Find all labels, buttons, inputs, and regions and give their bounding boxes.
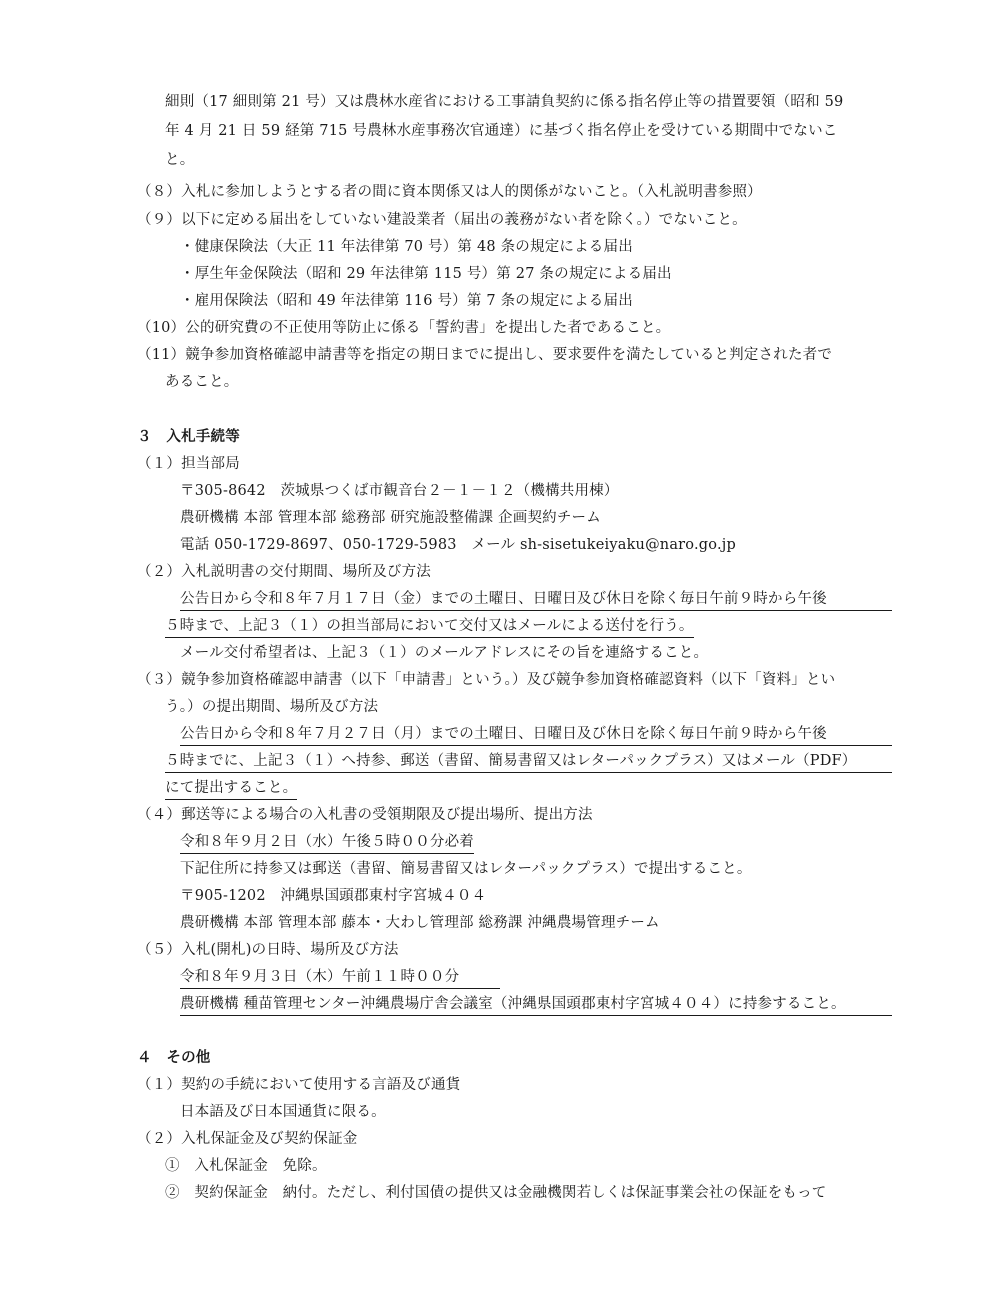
location-line: 農研機構 種苗管理センター沖縄農場庁舎会議室（沖縄県国頭郡東村字宮城４０４）に持参すること。 bbox=[180, 994, 892, 1016]
subsection-heading: （２）入札説明書の交付期間、場所及び方法 bbox=[137, 564, 431, 580]
department-line: 農研機構 本部 管理本部 藤本・大わし管理部 総務課 沖縄農場管理チーム bbox=[180, 915, 660, 931]
bullet-item: ・厚生年金保険法（昭和 29 年法律第 115 号）第 27 条の規定による届出 bbox=[180, 266, 672, 282]
subsection-heading: （１）担当部局 bbox=[137, 456, 240, 472]
list-item: （８）入札に参加しようとする者の間に資本関係又は人的関係がないこと。（入札説明書参照） bbox=[137, 184, 762, 200]
subsection-heading: （３）競争参加資格確認申請書（以下「申請書」という。）及び競争参加資格確認資料（以下「資料」とい bbox=[137, 672, 836, 688]
list-item: （９）以下に定める届出をしていない建設業者（届出の義務がない者を除く。）でないこと。 bbox=[137, 212, 747, 228]
paragraph-line: と。 bbox=[165, 152, 195, 168]
underlined-line: ５時までに、上記３（１）へ持参、郵送（書留、簡易書留又はレターパックプラス）又はメール（PDF） bbox=[165, 751, 892, 773]
list-item: （11）競争参加資格確認申請書等を指定の期日までに提出し、要求要件を満たしていると判定された者で bbox=[137, 347, 833, 363]
numbered-item: ② 契約保証金 納付。ただし、利付国債の提供又は金融機関若しくは保証事業会社の保証をもって bbox=[165, 1185, 827, 1201]
paragraph-line: 日本語及び日本国通貨に限る。 bbox=[180, 1104, 386, 1120]
subsection-heading: （１）契約の手続において使用する言語及び通貨 bbox=[137, 1077, 461, 1093]
underlined-line: にて提出すること。 bbox=[165, 778, 297, 800]
section-heading: ４ その他 bbox=[137, 1049, 211, 1066]
subsection-heading: （５）入札(開札)の日時、場所及び方法 bbox=[137, 942, 399, 958]
department-line: 農研機構 本部 管理本部 総務部 研究施設整備課 企画契約チーム bbox=[180, 510, 601, 526]
section-heading: ３ 入札手続等 bbox=[137, 428, 240, 445]
deadline-line: 令和８年９月２日（水）午後５時００分必着 bbox=[180, 832, 474, 854]
underlined-line: 公告日から令和８年７月２７日（月）までの土曜日、日曜日及び休日を除く毎日午前９時から午後 bbox=[180, 724, 892, 746]
paragraph-line: メール交付希望者は、上記３（１）のメールアドレスにその旨を連絡すること。 bbox=[180, 645, 709, 661]
contact-line: 電話 050-1729-8697、050-1729-5983 メール sh-sisetukeiyaku@naro.go.jp bbox=[180, 537, 736, 553]
subsection-heading-continuation: う。）の提出期間、場所及び方法 bbox=[165, 699, 379, 715]
list-item: （10）公的研究費の不正使用等防止に係る「誓約書」を提出した者であること。 bbox=[137, 320, 671, 336]
underlined-line: 公告日から令和８年７月１７日（金）までの土曜日、日曜日及び休日を除く毎日午前９時から午後 bbox=[180, 589, 892, 611]
numbered-item: ① 入札保証金 免除。 bbox=[165, 1158, 327, 1174]
paragraph-line: 下記住所に持参又は郵送（書留、簡易書留又はレターパックプラス）で提出すること。 bbox=[180, 861, 752, 877]
subsection-heading: （４）郵送等による場合の入札書の受領期限及び提出場所、提出方法 bbox=[137, 807, 593, 823]
list-item-continuation: あること。 bbox=[165, 374, 239, 390]
address-line: 〒905-1202 沖縄県国頭郡東村字宮城４０４ bbox=[180, 888, 487, 904]
underlined-line: ５時まで、上記３（１）の担当部局において交付又はメールによる送付を行う。 bbox=[165, 616, 694, 638]
bullet-item: ・健康保険法（大正 11 年法律第 70 号）第 48 条の規定による届出 bbox=[180, 239, 633, 255]
bullet-item: ・雇用保険法（昭和 49 年法律第 116 号）第 7 条の規定による届出 bbox=[180, 293, 633, 309]
address-line: 〒305-8642 茨城県つくば市観音台２－１－１２（機構共用棟） bbox=[180, 483, 619, 499]
subsection-heading: （２）入札保証金及び契約保証金 bbox=[137, 1131, 358, 1147]
paragraph-line: 年 4 月 21 日 59 経第 715 号農林水産事務次官通達）に基づく指名停止を受けている期間中でないこ bbox=[165, 123, 838, 139]
datetime-line: 令和８年９月３日（木）午前１１時００分 bbox=[180, 967, 500, 989]
paragraph-line: 細則（17 細則第 21 号）又は農林水産省における工事請負契約に係る指名停止等の措置要領（昭和 59 bbox=[165, 94, 844, 110]
